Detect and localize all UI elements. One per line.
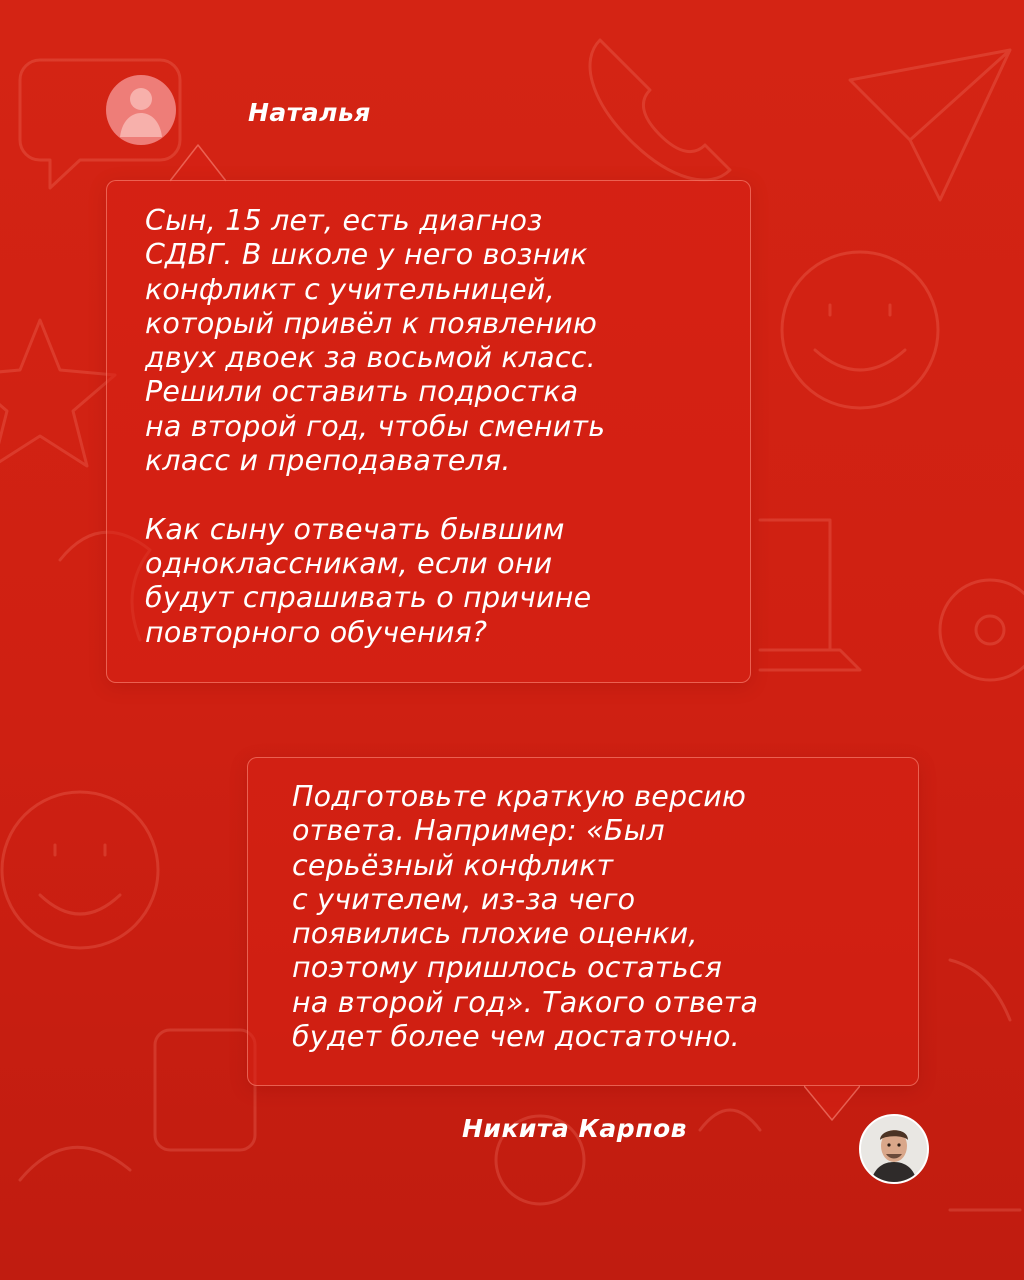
user-placeholder-icon: [106, 75, 176, 145]
answer-bubble: [247, 757, 919, 1086]
question-bubble-tail: [170, 143, 226, 183]
question-paragraph-2: Как сыну отвечать бывшим одноклассникам, если они будут спрашивать о причине повторного обучения?: [145, 512, 592, 649]
laptop-doodle-icon: [760, 520, 860, 670]
question-paragraph-1: Сын, 15 лет, есть диагноз СДВГ. В школе у него возник конфликт с учительницей, который привёл к появлению двух двоек за восьмой класс. Решили оставить подростка на второй год, чтобы сменить класс и преподавателя.: [145, 204, 606, 478]
user-avatar: [106, 75, 176, 145]
expert-photo-avatar: [861, 1116, 927, 1182]
answer-author-name: Никита Карпов: [462, 1114, 687, 1143]
answer-text: Подготовьте краткую версию ответа. Например: «Был серьёзный конфликт с учителем, из-за чего появились плохие оценки, поэтому пришлось остаться на второй год». Такого ответа будет более чем достаточно.: [292, 780, 759, 1054]
question-bubble: [106, 180, 751, 683]
phone-doodle-icon: [590, 40, 730, 180]
star-doodle-icon: [0, 320, 115, 466]
question-text: [145, 204, 605, 650]
chat-bubble-doodle-icon: [155, 1030, 255, 1150]
expert-avatar: [859, 1114, 929, 1184]
smiley-doodle-icon: [782, 252, 938, 408]
question-author-name: Наталья: [248, 98, 371, 127]
answer-bubble-tail: [804, 1084, 860, 1124]
paper-plane-doodle-icon: [850, 50, 1010, 200]
smiley-doodle-icon: [2, 792, 158, 948]
